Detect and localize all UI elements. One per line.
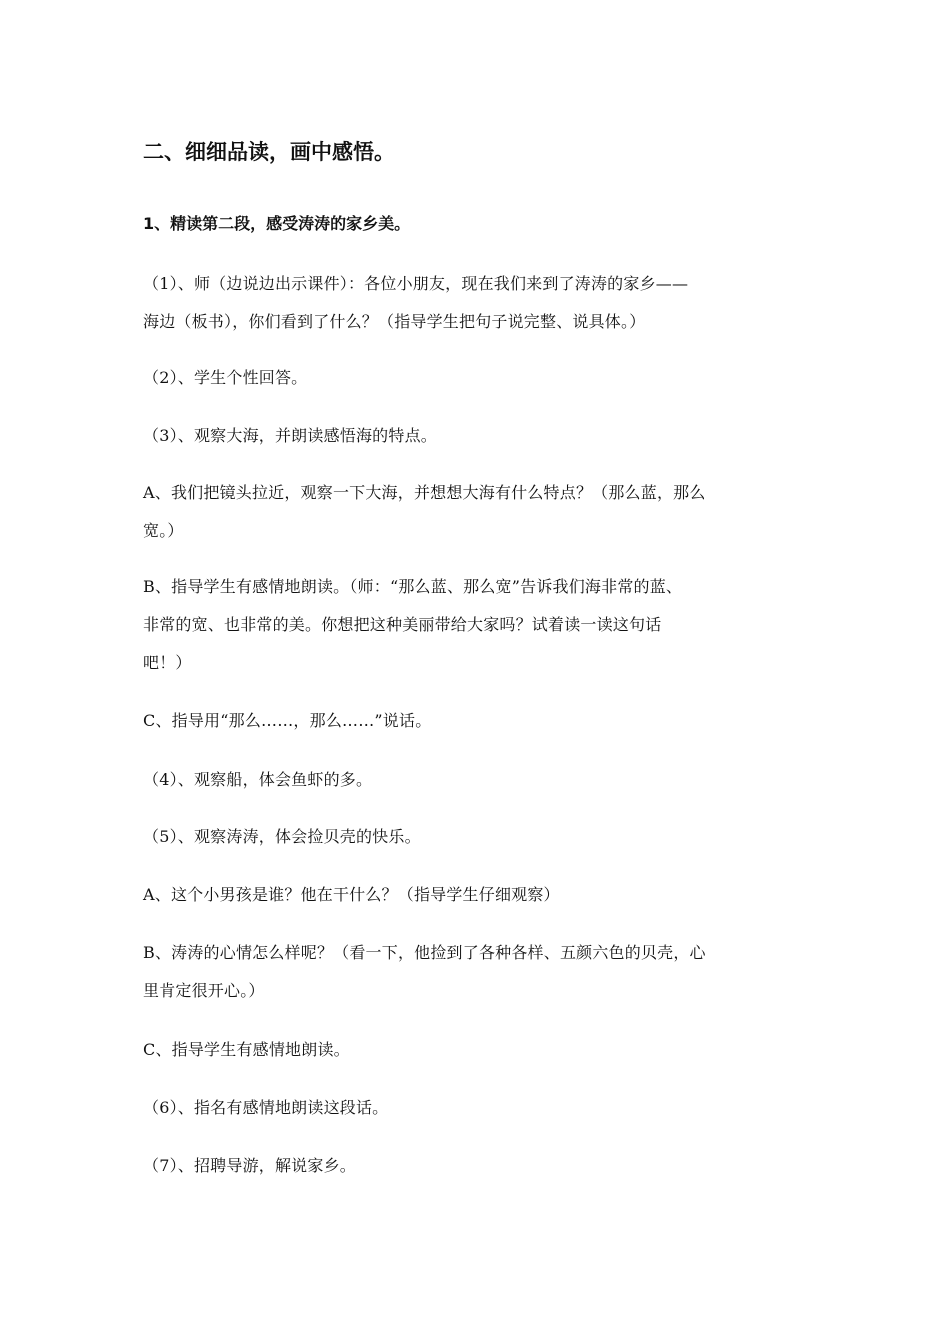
paragraph-line: A、这个小男孩是谁？他在干什么？（指导学生仔细观察） — [143, 885, 560, 904]
paragraph-9 — [143, 876, 808, 914]
paragraph-11 — [143, 1031, 808, 1069]
section-heading: 二、细细品读，画中感悟。 — [143, 140, 395, 164]
paragraph-line: （4）、观察船，体会鱼虾的多。 — [143, 770, 373, 789]
paragraph-line: （5）、观察涛涛，体会捡贝壳的快乐。 — [143, 827, 421, 846]
paragraph-line: （7）、招聘导游，解说家乡。 — [143, 1156, 356, 1175]
paragraph-3 — [143, 417, 808, 455]
paragraph-12 — [143, 1089, 808, 1127]
paragraph-line: 宽。） — [143, 521, 184, 540]
paragraph-8 — [143, 818, 808, 856]
paragraph-13 — [143, 1147, 808, 1185]
paragraph-10 — [143, 934, 808, 1010]
paragraph-2 — [143, 359, 808, 397]
paragraph-line: B、涛涛的心情怎么样呢？（看一下，他捡到了各种各样、五颜六色的贝壳，心 — [143, 943, 706, 962]
paragraph-line: 里肯定很开心。） — [143, 981, 265, 1000]
paragraph-line: A、我们把镜头拉近，观察一下大海，并想想大海有什么特点？（那么蓝，那么 — [143, 483, 706, 502]
paragraph-line: （1）、师（边说边出示课件）：各位小朋友，现在我们来到了涛涛的家乡—— — [143, 274, 689, 293]
paragraph-line: 吧！） — [143, 653, 192, 672]
paragraph-4 — [143, 474, 808, 550]
paragraph-line: C、指导学生有感情地朗读。 — [143, 1040, 350, 1059]
paragraph-line: 海边（板书），你们看到了什么？（指导学生把句子说完整、说具体。） — [143, 312, 646, 331]
paragraph-line: （3）、观察大海，并朗读感悟海的特点。 — [143, 426, 437, 445]
paragraph-1 — [143, 265, 808, 341]
paragraph-line: （2）、学生个性回答。 — [143, 368, 308, 387]
paragraph-line: C、指导用“那么……，那么……”说话。 — [143, 711, 432, 730]
paragraph-6 — [143, 702, 808, 740]
subsection-heading: 1、精读第二段，感受涛涛的家乡美。 — [143, 214, 411, 233]
paragraph-line: （6）、指名有感情地朗读这段话。 — [143, 1098, 389, 1117]
paragraph-line: 非常的宽、也非常的美。你想把这种美丽带给大家吗？试着读一读这句话 — [143, 615, 662, 634]
paragraph-7 — [143, 761, 808, 799]
paragraph-5 — [143, 568, 808, 682]
paragraph-line: B、指导学生有感情地朗读。（师：“那么蓝、那么宽”告诉我们海非常的蓝、 — [143, 577, 683, 596]
